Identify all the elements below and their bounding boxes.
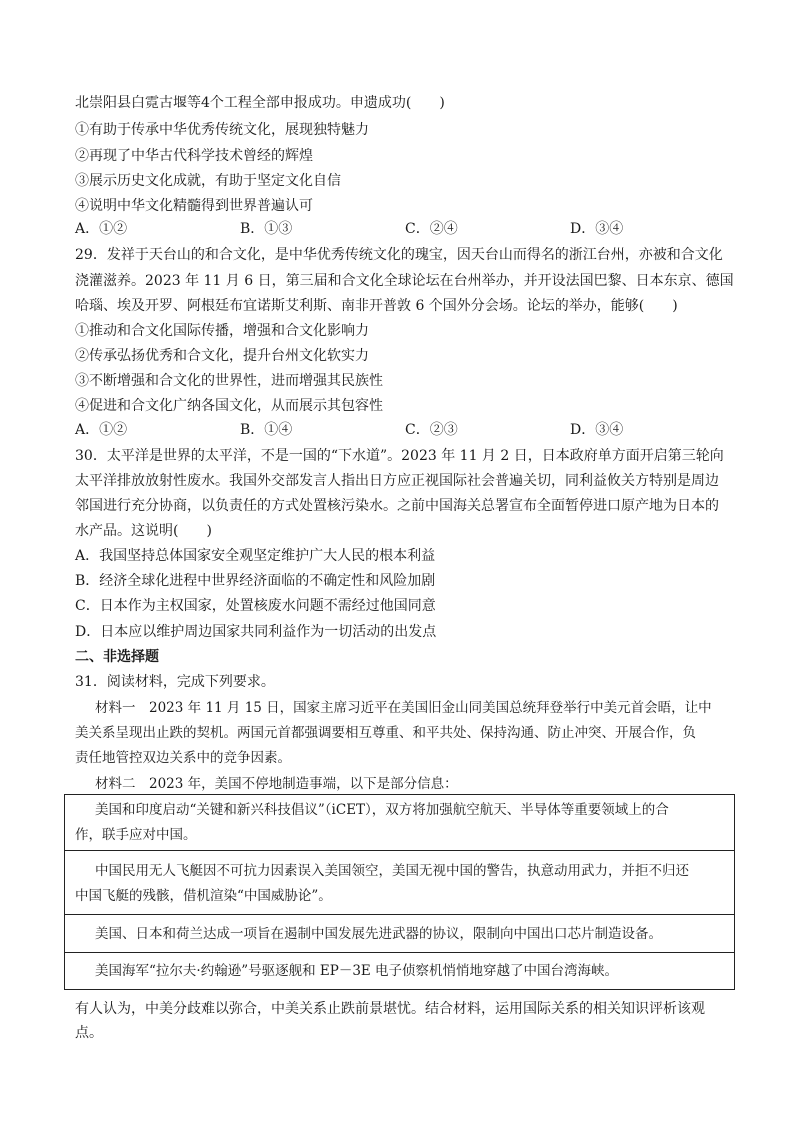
q28-stem: 北崇阳县白霓古堰等4个工程全部申报成功。申遗成功( ) xyxy=(75,95,445,111)
material1-line-1: 材料一 2023 年 11 月 15 日，国家主席习近平在美国旧金山同美国总统拜登举行中美元首会晤，让中 xyxy=(95,700,712,716)
material1-line-2: 美关系呈现出止跌的契机。两国元首都强调要相互尊重、和平共处、保持沟通、防止冲突、开展合作，负 xyxy=(75,725,696,741)
q28-options xyxy=(75,218,735,240)
info-cell-2 xyxy=(65,851,734,915)
q29-stem-line-1: 29．发祥于天台山的和合文化，是中华优秀传统文化的瑰宝，因天台山而得名的浙江台州，亦被和合文化 xyxy=(75,247,723,263)
info-cell-3 xyxy=(65,915,734,953)
q31-ask-line-2: 点。 xyxy=(75,1025,103,1041)
material2-intro: 材料二 2023 年，美国不停地制造事端，以下是部分信息： xyxy=(95,776,458,792)
q30-stem-line-3: 邻国进行充分协商，以负责任的方式处置核污染水。之前中国海关总署宣布全面暂停进口原产地为日本的 xyxy=(75,498,719,514)
q29-item-3: ③不断增强和合文化的世界性，进而增强其民族性 xyxy=(75,373,383,389)
info-cell-2-line-2: 中国飞艇的残骸，借机渲染“中国威胁论”。 xyxy=(75,888,332,904)
q30-stem-line-1: 30．太平洋是世界的太平洋，不是一国的“下水道”。2023 年 11 月 2 日，日本政府单方面开启第三轮向 xyxy=(75,448,724,464)
q29-item-1: ①推动和合文化国际传播，增强和合文化影响力 xyxy=(75,323,369,339)
q29-stem-line-3: 哈瑙、埃及开罗、阿根廷布宜诺斯艾利斯、南非开普敦 6 个国外分会场。论坛的举办，能够( ) xyxy=(75,298,678,314)
q30-option-c[interactable]: C．日本作为主权国家，处置核废水问题不需经过他国同意 xyxy=(75,598,436,614)
q28-item-1: ①有助于传承中华优秀传统文化，展现独特魅力 xyxy=(75,122,369,138)
q31-intro: 31．阅读材料，完成下列要求。 xyxy=(75,674,275,690)
q28-option-a[interactable]: A．①② xyxy=(75,221,128,237)
q28-item-3: ③展示历史文化成就，有助于坚定文化自信 xyxy=(75,173,341,189)
info-cell-1-line-1: 美国和印度启动“关键和新兴科技倡议”（iCET），双方将加强航空航天、半导体等重要领域上的合 xyxy=(95,802,669,818)
q29-option-b[interactable]: B．①④ xyxy=(240,422,293,438)
q29-option-a[interactable]: A．①② xyxy=(75,422,128,438)
q30-stem-line-2: 太平洋排放放射性废水。我国外交部发言人指出日方应正视国际社会普遍关切，同利益攸关方特别是周边 xyxy=(75,473,719,489)
info-cell-1 xyxy=(65,795,734,851)
info-cell-1-line-2: 作，联手应对中国。 xyxy=(75,827,197,843)
info-cell-3-line-1: 美国、日本和荷兰达成一项旨在遏制中国发展先进武器的协议，限制向中国出口芯片制造设备。 xyxy=(95,926,662,942)
q29-stem-line-2: 浇灌滋养。2023 年 11 月 6 日，第三届和合文化全球论坛在台州举办，并开设法国巴黎、日本东京、德国 xyxy=(75,273,734,289)
section-heading: 二、非选择题 xyxy=(75,649,159,665)
q29-option-d[interactable]: D．③④ xyxy=(570,422,624,438)
material2-info-box xyxy=(64,794,735,990)
q30-option-a[interactable]: A．我国坚持总体国家安全观坚定维护广大人民的根本利益 xyxy=(75,548,436,564)
q28-item-2: ②再现了中华古代科学技术曾经的辉煌 xyxy=(75,148,313,164)
q29-options xyxy=(75,419,735,441)
info-cell-2-line-1: 中国民用无人飞艇因不可抗力因素误入美国领空，美国无视中国的警告，执意动用武力，并拒不归还 xyxy=(95,863,689,879)
info-cell-4-line-1: 美国海军“拉尔夫·约翰逊”号驱逐舰和 EP－3E 电子侦察机悄悄地穿越了中国台湾海峡。 xyxy=(95,963,619,979)
material1-line-3: 责任地管控双边关系中的竞争因素。 xyxy=(75,750,291,766)
q28-option-c[interactable]: C．②④ xyxy=(405,221,458,237)
q30-option-b[interactable]: B．经济全球化进程中世界经济面临的不确定性和风险加剧 xyxy=(75,573,436,589)
q30-option-d[interactable]: D．日本应以维护周边国家共同利益作为一切活动的出发点 xyxy=(75,624,437,640)
q29-option-c[interactable]: C．②③ xyxy=(405,422,458,438)
q29-item-4: ④促进和合文化广纳各国文化，从而展示其包容性 xyxy=(75,398,383,414)
q28-item-4: ④说明中华文化精髓得到世界普遍认可 xyxy=(75,198,313,214)
q28-option-d[interactable]: D．③④ xyxy=(570,221,624,237)
q29-item-2: ②传承弘扬优秀和合文化，提升台州文化软实力 xyxy=(75,348,369,364)
q30-stem-line-4: 水产品。这说明( ) xyxy=(75,523,212,539)
q31-ask-line-1: 有人认为，中美分歧难以弥合，中美关系止跌前景堪忧。结合材料，运用国际关系的相关知识评析该观 xyxy=(75,1001,705,1017)
q28-option-b[interactable]: B．①③ xyxy=(240,221,293,237)
info-cell-4 xyxy=(65,953,734,989)
